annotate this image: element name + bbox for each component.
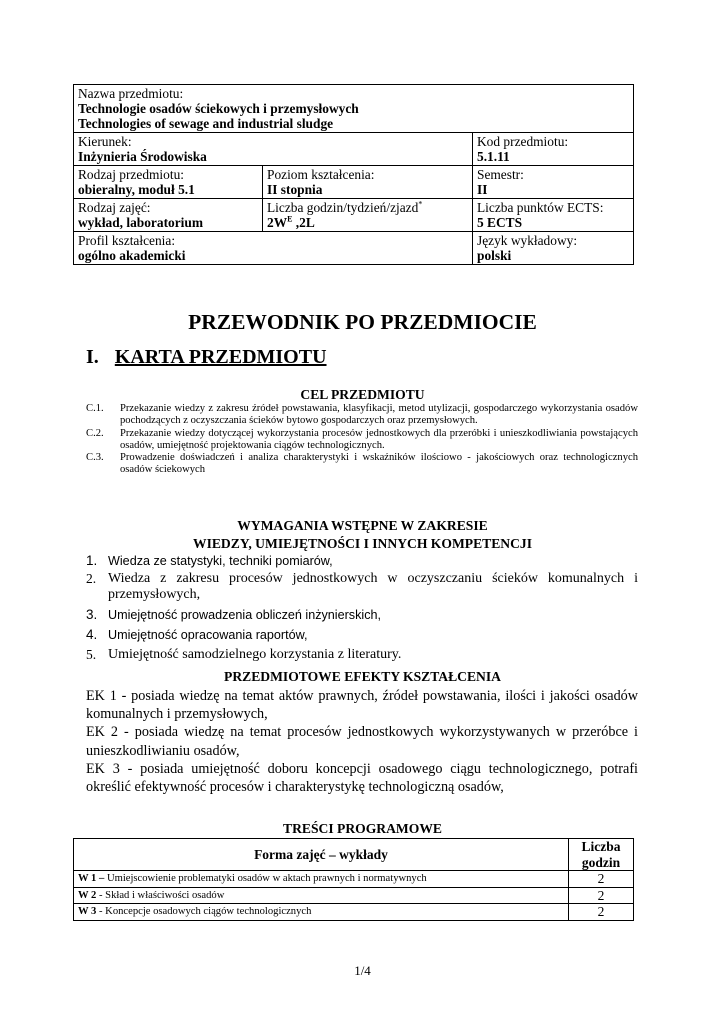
code-label: Kod przedmiotu: xyxy=(477,134,569,149)
semester-value: II xyxy=(477,182,488,197)
language-label: Język wykładowy: xyxy=(477,233,578,248)
goal-number: C.1. xyxy=(86,403,104,414)
hours-label-text: Liczba godzin/tydzień/zjazd xyxy=(267,200,419,215)
requirement-number: 4. xyxy=(86,627,98,642)
type-label: Rodzaj przedmiotu: xyxy=(78,167,184,182)
subject-cell xyxy=(74,85,634,133)
subject-row xyxy=(74,85,634,133)
requirement-text: Umiejętność opracowania raportów, xyxy=(108,628,308,642)
subject-label: Nazwa przedmiotu: xyxy=(78,86,184,101)
hours-cell xyxy=(263,199,473,232)
topic-text: - Koncepcje osadowych ciągów technologicznych xyxy=(96,906,312,917)
profile-label: Profil kształcenia: xyxy=(78,233,176,248)
field-cell xyxy=(74,133,473,166)
classes-label: Rodzaj zajęć: xyxy=(78,200,151,215)
topic-code: W 3 xyxy=(78,906,97,917)
language-cell xyxy=(473,232,634,265)
hours-cell: 2 xyxy=(569,904,634,921)
profile-value: ogólno akademicki xyxy=(78,248,186,263)
hours-value-sup: E xyxy=(287,214,293,224)
hours-value xyxy=(267,215,468,230)
list-item xyxy=(86,647,638,664)
level-value: II stopnia xyxy=(267,182,323,197)
ects-value: 5 ECTS xyxy=(477,215,523,230)
course-info-table xyxy=(73,84,634,265)
effects-heading: PRZEDMIOTOWE EFEKTY KSZTAŁCENIA xyxy=(224,669,501,684)
hours-label xyxy=(267,200,468,215)
goal-text: Przekazanie wiedzy dotyczącej wykorzystania procesów jednostkowych dla przeróbki i unieszkodliwiania powstających osadów, umiejętność projektowania ciągów technologicznych. xyxy=(120,427,638,451)
requirement-number: 1. xyxy=(86,553,98,568)
topic-text: - Skład i właściwości osadów xyxy=(96,889,225,901)
ects-label: Liczba punktów ECTS: xyxy=(477,200,604,215)
profile-row xyxy=(74,232,634,265)
topic-text: Umiejscowienie problematyki osadów w aktach prawnych i normatywnych xyxy=(104,873,427,884)
section-heading xyxy=(86,346,327,369)
hours-value-b: ,2L xyxy=(292,215,315,230)
list-item: EK 3 - posiada umiejętność doboru koncepcji osadowego ciągu technologicznego, potrafi określić efektywność procesów i charakterystykę technologiczną osadów, xyxy=(86,760,638,796)
field-value: Inżynieria Środowiska xyxy=(78,149,207,164)
hours-label-sup: * xyxy=(418,199,423,209)
hours-value-a: 2W xyxy=(267,215,288,230)
list-item xyxy=(86,452,638,477)
hours-cell: 2 xyxy=(569,871,634,888)
topic-code: W 2 xyxy=(78,889,97,901)
goal-number: C.2. xyxy=(86,427,104,439)
requirements-list xyxy=(86,553,638,663)
level-label: Poziom kształcenia: xyxy=(267,167,375,182)
requirement-number: 5. xyxy=(86,646,97,662)
page-title: PRZEWODNIK PO PRZEDMIOCIE xyxy=(188,310,537,334)
requirement-text: Wiedza ze statystyki, techniki pomiarów, xyxy=(108,554,333,568)
type-value: obieralny, moduł 5.1 xyxy=(78,182,195,197)
goals-heading: CEL PRZEDMIOTU xyxy=(300,387,425,402)
column-header-hours xyxy=(569,839,634,871)
code-value: 5.1.11 xyxy=(477,149,510,164)
requirements-heading-line1: WYMAGANIA WSTĘPNE W ZAKRESIE xyxy=(237,518,488,533)
field-row xyxy=(74,133,634,166)
topic-code: W 1 – xyxy=(78,873,105,884)
list-item: EK 2 - posiada wiedzę na temat procesów jednostkowych wykorzystywanych w przeróbce i unieszkodliwianiu osadów, xyxy=(86,724,638,759)
requirement-text: Umiejętność samodzielnego korzystania z literatury. xyxy=(108,646,402,662)
effects-list xyxy=(86,687,638,796)
subject-name-pl: Technologie osadów ściekowych i przemysłowych xyxy=(78,101,359,116)
requirement-text: Umiejętność prowadzenia obliczeń inżynierskich, xyxy=(108,607,381,622)
hours-cell: 2 xyxy=(569,887,634,904)
goal-number: C.3. xyxy=(86,452,104,464)
topic-cell xyxy=(74,904,569,921)
classes-cell xyxy=(74,199,263,232)
table-row xyxy=(74,887,634,904)
section-title-text: KARTA PRZEDMIOTU xyxy=(114,346,327,368)
list-item xyxy=(86,428,638,453)
field-label: Kierunek: xyxy=(78,134,132,149)
level-cell xyxy=(263,166,473,199)
semester-label: Semestr: xyxy=(477,167,524,182)
topic-cell xyxy=(74,871,569,888)
table-header-row xyxy=(74,839,634,871)
section-number: I. xyxy=(86,346,99,368)
semester-cell xyxy=(473,166,634,199)
hours-header-line1: Liczba xyxy=(581,839,621,854)
list-item xyxy=(86,627,638,644)
topic-cell xyxy=(74,887,569,904)
column-header-form: Forma zajęć – wykłady xyxy=(74,839,569,871)
list-item xyxy=(86,403,638,428)
subject-name-en: Technologies of sewage and industrial sludge xyxy=(78,116,334,131)
program-table xyxy=(73,838,634,921)
list-item xyxy=(86,553,638,570)
goals-list xyxy=(86,403,638,477)
list-item xyxy=(86,571,638,604)
program-heading: TREŚCI PROGRAMOWE xyxy=(283,821,442,836)
list-item xyxy=(86,607,638,624)
profile-cell xyxy=(74,232,473,265)
table-row xyxy=(74,871,634,888)
code-cell xyxy=(473,133,634,166)
hours-header-line2: godzin xyxy=(581,854,621,870)
goal-text: Prowadzenie doświadczeń i analiza charakterystyki i wskaźników ilościowo - jakościowych oraz technologicznych osadów ściekowych xyxy=(120,452,638,476)
classes-row xyxy=(74,199,634,232)
classes-value: wykład, laboratorium xyxy=(78,215,203,230)
requirements-heading-line2: WIEDZY, UMIEJĘTNOŚCI I INNYCH KOMPETENCJI xyxy=(192,536,532,551)
ects-cell xyxy=(473,199,634,232)
table-row xyxy=(74,904,634,921)
type-cell xyxy=(74,166,263,199)
type-row xyxy=(74,166,634,199)
goal-text: Przekazanie wiedzy z zakresu źródeł powstawania, klasyfikacji, metod utylizacji, gospodarczego wykorzystania osadów pochodzących z oczyszczania ścieków bytowo gospodarczych oraz przemysłowych. xyxy=(120,403,638,427)
list-item: EK 1 - posiada wiedzę na temat aktów prawnych, źródeł powstawania, ilości i jakości osadów komunalnych i przemysłowych, xyxy=(86,688,638,723)
language-value: polski xyxy=(477,248,512,263)
requirement-number: 2. xyxy=(86,570,97,586)
requirement-text: Wiedza z zakresu procesów jednostkowych w oczyszczaniu ścieków komunalnych i przemysłowych, xyxy=(108,570,638,602)
page-number: 1/4 xyxy=(354,963,371,978)
requirement-number: 3. xyxy=(86,606,98,622)
